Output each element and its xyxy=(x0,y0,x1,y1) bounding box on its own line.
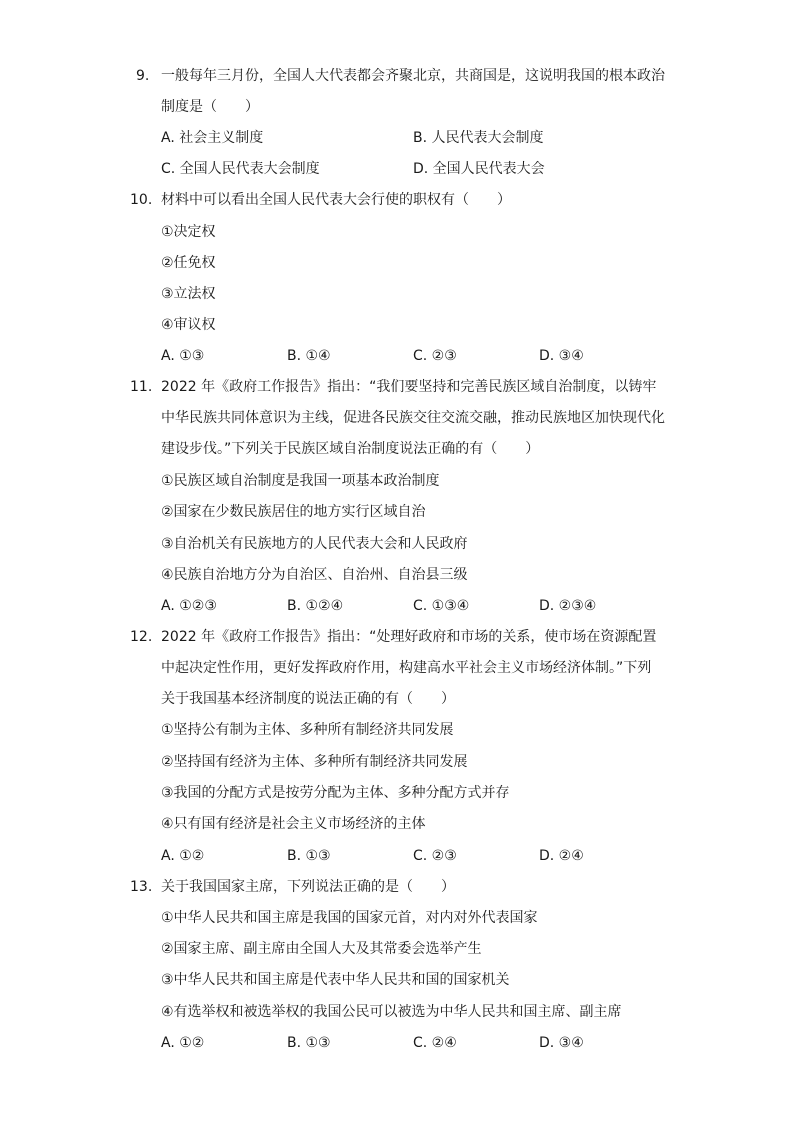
question-number: 11. xyxy=(130,379,153,395)
statement-1: ①坚持公有制为主体、多种所有制经济共同发展 xyxy=(161,722,454,738)
option-a: A. 社会主义制度 xyxy=(161,130,264,146)
question-number: 12. xyxy=(130,629,153,645)
option-b: B. 人民代表大会制度 xyxy=(413,130,544,146)
statement-3: ③自治机关有民族地方的人民代表大会和人民政府 xyxy=(161,536,468,552)
question-stem-line: 关于我国基本经济制度的说法正确的有（ ） xyxy=(161,691,455,707)
option-a: A. ①② xyxy=(161,1035,205,1051)
option-b: B. ①④ xyxy=(287,348,331,364)
question-number: 13. xyxy=(130,879,153,895)
option-c: C. ②④ xyxy=(413,1035,457,1051)
option-d: D. ②③④ xyxy=(539,598,597,614)
statement-3: ③立法权 xyxy=(161,286,216,302)
question-stem-line: 制度是（ ） xyxy=(161,99,259,115)
statement-3: ③我国的分配方式是按劳分配为主体、多种分配方式并存 xyxy=(161,785,510,801)
question-stem-line: 材料中可以看出全国人民代表大会行使的职权有（ ） xyxy=(161,192,511,208)
option-c: C. 全国人民代表大会制度 xyxy=(161,161,320,177)
statement-4: ④民族自治地方分为自治区、自治州、自治县三级 xyxy=(161,567,468,583)
question-stem-line: 建设步伐。”下列关于民族区域自治制度说法正确的有（ ） xyxy=(161,441,540,457)
option-d: D. 全国人民代表大会 xyxy=(413,161,545,177)
statement-1: ①决定权 xyxy=(161,224,216,240)
option-b: B. ①③ xyxy=(287,1035,331,1051)
statement-2: ②国家主席、副主席由全国人大及其常委会选举产生 xyxy=(161,941,482,957)
option-c: C. ①③④ xyxy=(413,598,470,614)
question-stem-line: 2022 年《政府工作报告》指出：“我们要坚持和完善民族区域自治制度，以铸牢 xyxy=(161,379,657,395)
option-d: D. ③④ xyxy=(539,1035,584,1051)
option-d: D. ③④ xyxy=(539,348,584,364)
question-number: 9. xyxy=(136,68,150,84)
option-c: C. ②③ xyxy=(413,848,457,864)
option-c: C. ②③ xyxy=(413,348,457,364)
statement-4: ④审议权 xyxy=(161,317,216,333)
statement-1: ①民族区域自治制度是我国一项基本政治制度 xyxy=(161,473,440,489)
option-b: B. ①②④ xyxy=(287,598,344,614)
question-stem-line: 中起决定性作用，更好发挥政府作用，构建高水平社会主义市场经济体制。”下列 xyxy=(161,660,652,676)
statement-3: ③中华人民共和国主席是代表中华人民共和国的国家机关 xyxy=(161,972,510,988)
statement-2: ②国家在少数民族居住的地方实行区域自治 xyxy=(161,504,426,520)
statement-2: ②任免权 xyxy=(161,255,216,271)
question-stem-line: 一般每年三月份，全国人大代表都会齐聚北京，共商国是，这说明我国的根本政治 xyxy=(161,68,665,84)
option-b: B. ①③ xyxy=(287,848,331,864)
statement-4: ④只有国有经济是社会主义市场经济的主体 xyxy=(161,816,426,832)
option-a: A. ①② xyxy=(161,848,205,864)
question-stem-line: 2022 年《政府工作报告》指出：“处理好政府和市场的关系，使市场在资源配置 xyxy=(161,629,657,645)
statement-2: ②坚持国有经济为主体、多种所有制经济共同发展 xyxy=(161,754,468,770)
question-number: 10. xyxy=(130,192,153,208)
question-stem-line: 关于我国国家主席，下列说法正确的是（ ） xyxy=(161,879,455,895)
option-a: A. ①②③ xyxy=(161,598,217,614)
question-stem-line: 中华民族共同体意识为主线，促进各民族交往交流交融，推动民族地区加快现代化 xyxy=(161,410,665,426)
statement-1: ①中华人民共和国主席是我国的国家元首，对内对外代表国家 xyxy=(161,910,538,926)
option-d: D. ②④ xyxy=(539,848,584,864)
option-a: A. ①③ xyxy=(161,348,205,364)
statement-4: ④有选举权和被选举权的我国公民可以被选为中华人民共和国主席、副主席 xyxy=(161,1004,622,1020)
